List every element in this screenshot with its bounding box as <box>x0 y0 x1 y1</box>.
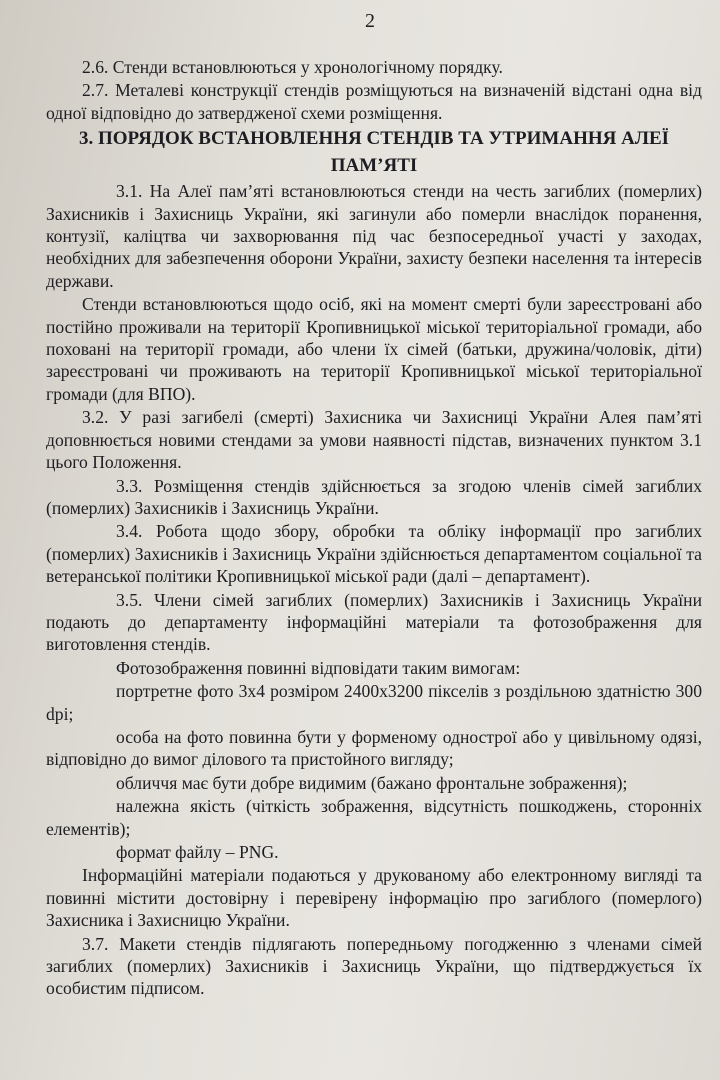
requirement-portrait-photo: портретне фото 3х4 розміром 2400х3200 пікселів з роздільною здатністю 300 dpi; <box>46 681 702 724</box>
section-3-title: 3. ПОРЯДОК ВСТАНОВЛЕННЯ СТЕНДІВ ТА УТРИМАННЯ АЛЕЇ ПАМ’ЯТІ <box>78 128 670 177</box>
paragraph-2-7: 2.7. Металеві конструкції стендів розміщуються на визначеній відстані одна від одної відповідно до затвердженої схеми розміщення. <box>46 80 702 123</box>
paragraph-3-2: 3.2. У разі загибелі (смерті) Захисника чи Захисниці України Алея пам’яті доповнюється новими стендами за умови наявності підстав, визначених пунктом 3.1 цього Положення. <box>46 407 702 473</box>
requirement-face-visible: обличчя має бути добре видимим (бажано фронтальне зображення); <box>116 772 628 793</box>
paragraph-3-3: 3.3. Розміщення стендів здійснюється за згодою членів сімей загиблих (померлих) Захисників і Захисниць України. <box>46 475 702 518</box>
requirement-file-format: формат файлу – PNG. <box>116 842 279 862</box>
paragraph-info-materials: Інформаційні матеріали подаються у друкованому або електронному вигляді та повинні містити достовірну і перевірену інформацію про загиблого (померлого) Захисника і Захисницю України. <box>46 865 702 931</box>
document-body <box>46 56 702 1001</box>
paragraph-2-6: 2.6. Стенди встановлюються у хронологічному порядку. <box>82 57 503 77</box>
paragraph-3-1: 3.1. На Алеї пам’яті встановлюються стенди на честь загиблих (померлих) Захисників і Захисниць України, які загинули або померли внаслідок поранення, контузії, каліцтва чи захворювання під час безпосередньої участі у заходах, необхідних для забезпечення оборони України, захисту безпеки населення та інтересів держави. <box>46 181 702 291</box>
paragraph-3-4: 3.4. Робота щодо збору, обробки та обліку інформації про загиблих (померлих) Захисників і Захисниць України здійснюється департаментом соціальної та ветеранської політики Кропивницької міської ради (далі – департамент). <box>46 521 702 587</box>
requirement-clothing: особа на фото повинна бути у форменому однострої або у цивільному одязі, відповідно до вимог ділового та пристойного вигляду; <box>46 726 702 770</box>
requirement-quality: належна якість (чіткість зображення, відсутність пошкоджень, сторонніх елементів); <box>46 796 702 839</box>
paragraph-3-5: 3.5. Члени сімей загиблих (померлих) Захисників і Захисниць України подають до департаменту інформаційні матеріали та фотозображення для виготовлення стендів. <box>46 589 702 655</box>
paragraph-3-7: 3.7. Макети стендів підлягають попередньому погодженню з членами сімей загиблих (померлих) Захисників і Захисниць України, що підтверджується їх особистим підписом. <box>46 933 702 999</box>
paragraph-3-1-continued: Стенди встановлюються щодо осіб, які на момент смерті були зареєстровані або постійно проживали на території Кропивницької міської територіальної громади, або поховані на території громади, або члени їх сімей (батьки, дружина/чоловік, діти) зареєстровані чи проживають на території Кропивницької міської територіальної громади (для ВПО). <box>46 294 702 404</box>
page-number: 2 <box>365 10 375 32</box>
paragraph-photo-requirements: Фотозображення повинні відповідати таким вимогам: <box>116 657 521 678</box>
